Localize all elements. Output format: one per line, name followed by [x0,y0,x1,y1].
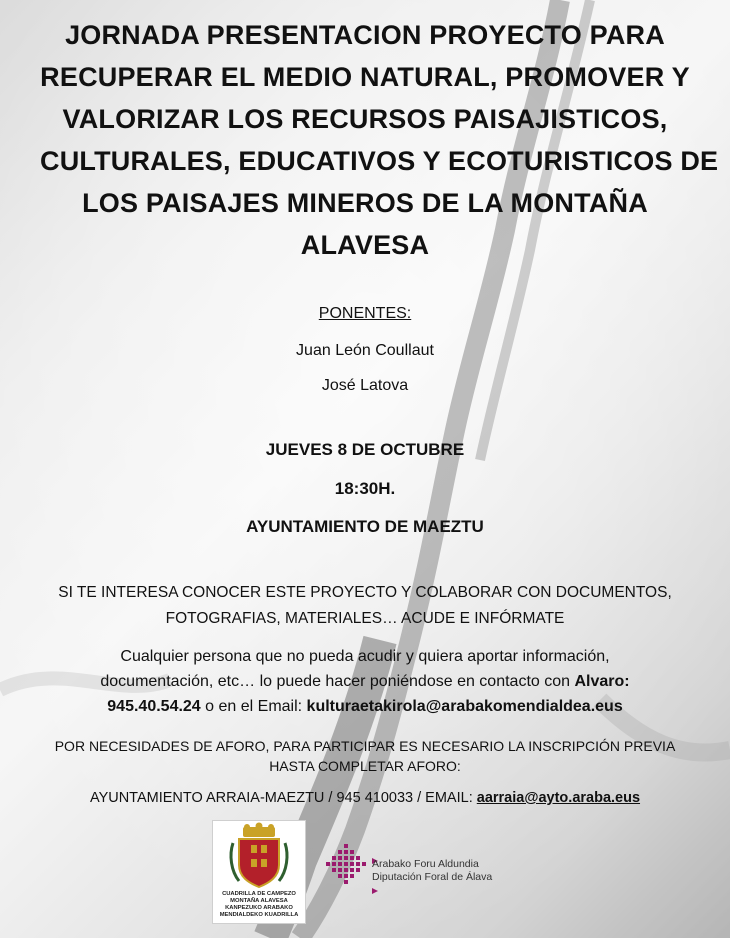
aforo-line: HASTA COMPLETAR AFORO: [269,758,461,774]
title-line: JORNADA PRESENTACION PROYECTO PARA [65,20,665,50]
contact-email-prefix: o en el Email: [205,698,303,715]
contact-line: Cualquier persona que no pueda acudir y quiera aportar información, [120,648,610,665]
title-line: RECUPERAR EL MEDIO NATURAL, PROMOVER Y [40,62,690,92]
speaker-name: José Latova [321,377,409,394]
contact-line [0,694,730,719]
speakers-label: PONENTES: [318,305,412,322]
contact-phone[interactable]: 945.40.54.24 [107,698,201,715]
diputacion-logo-text [372,858,492,884]
title-line: CULTURALES, EDUCATIVOS Y ECOTURISTICOS DE [40,146,719,176]
ayuntamiento-email-link[interactable]: aarraia@ayto.araba.eus [476,790,641,806]
contact-line [0,669,730,694]
title-line: LOS PAISAJES MINEROS DE LA MONTAÑA [82,188,648,218]
interest-line: SI TE INTERESA CONOCER ESTE PROYECTO Y COLABORAR CON DOCUMENTOS, [58,584,672,601]
event-date: JUEVES 8 DE OCTUBRE [265,440,465,459]
event-place: AYUNTAMIENTO DE MAEZTU [246,517,484,536]
cuadrilla-text: KANPEZUKO ARABAKO [225,905,293,911]
ayuntamiento-text: AYUNTAMIENTO ARRAIA-MAEZTU / 945 410033 / EMAIL: [89,790,473,806]
contact-name: Alvaro: [574,673,630,690]
diputacion-name-eu: Arabako Foru Aldundia [372,858,479,870]
interest-line: FOTOGRAFIAS, MATERIALES… ACUDE E INFÓRMATE [165,610,565,627]
aforo-line: POR NECESIDADES DE AFORO, PARA PARTICIPAR ES NECESARIO LA INSCRIPCIÓN PREVIA [54,738,676,754]
contact-email-link[interactable]: kulturaetakirola@arabakomendialdea.eus [306,698,623,715]
poster-title [40,14,719,266]
title-line: VALORIZAR LOS RECURSOS PAISAJISTICOS, [62,104,668,134]
cuadrilla-text: CUADRILLA DE CAMPEZO [222,891,296,897]
cuadrilla-text: MENDIALDEKO KUADRILLA [219,912,299,918]
event-time: 18:30H. [334,479,396,498]
ayuntamiento-contact [0,790,730,806]
contact-text: documentación, etc… lo puede hacer poniéndose en contacto con [100,673,571,690]
diputacion-name-es: Diputación Foral de Álava [372,871,493,883]
title-line: ALAVESA [300,230,430,260]
cuadrilla-text: MONTAÑA ALAVESA [230,898,288,904]
cuadrilla-logo [212,820,306,924]
speaker-name: Juan León Coullaut [296,342,434,359]
